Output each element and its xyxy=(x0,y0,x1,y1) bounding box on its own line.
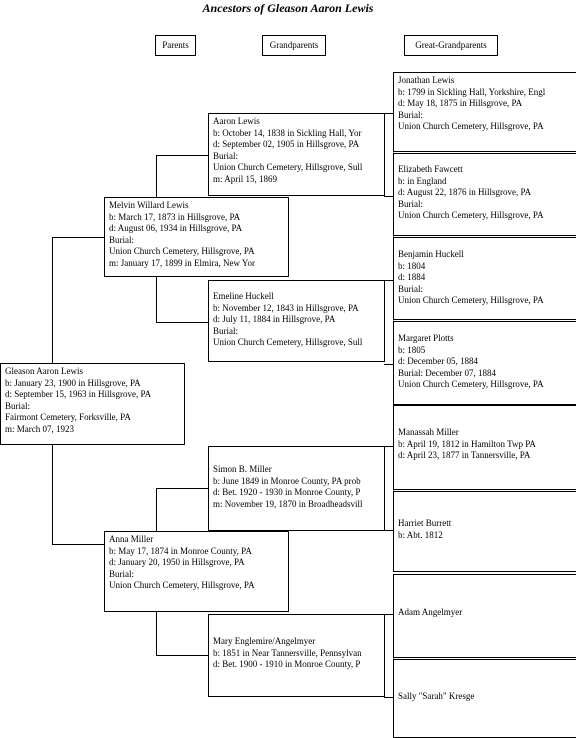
person-name: Margaret Plotts xyxy=(398,333,454,343)
connector xyxy=(384,196,393,197)
person-grandparent xyxy=(208,614,385,697)
connector xyxy=(384,280,393,281)
person-detail: Union Church Cemetery, Hillsgrove, PA xyxy=(109,246,255,256)
person-detail: b: June 1849 in Monroe County, PA prob xyxy=(213,475,361,486)
connector xyxy=(52,544,105,545)
connector xyxy=(156,322,208,323)
person-great-grandparent xyxy=(393,322,576,405)
connector xyxy=(156,276,157,322)
person-detail: Burial: xyxy=(109,568,134,579)
person-detail: Union Church Cemetery, Hillsgrove, PA xyxy=(398,379,544,389)
person-detail: Union Church Cemetery, Hillsgrove, Sull xyxy=(213,162,363,172)
connector xyxy=(384,614,393,615)
person-detail: b: October 14, 1838 in Sickling Hall, Yor xyxy=(213,127,362,138)
person-detail: b: April 19, 1812 in Hamilton Twp PA xyxy=(398,438,536,449)
person-detail: Burial: xyxy=(213,325,238,336)
person-detail: Burial: xyxy=(213,150,238,161)
person-detail: m: November 19, 1870 in Broadheadsvill xyxy=(213,498,363,509)
person-great-grandparent xyxy=(393,154,576,238)
person-grandparent xyxy=(208,446,385,531)
connector xyxy=(156,155,208,156)
person-detail: Burial: xyxy=(398,283,423,294)
person-great-grandparent xyxy=(393,657,576,738)
person-name: Sally "Sarah" Kresge xyxy=(398,691,475,701)
person-detail: Burial: xyxy=(109,234,134,245)
person-detail: d: September 15, 1963 in Hillsgrove, PA xyxy=(5,389,152,399)
person-detail: Union Church Cemetery, Hillsgrove, PA xyxy=(398,210,544,220)
person-detail: b: 1804 xyxy=(398,260,426,271)
person-name: Emeline Huckell xyxy=(213,291,274,301)
person-detail: b: March 17, 1873 in Hillsgrove, PA xyxy=(109,211,241,222)
person-name: Manassah Miller xyxy=(398,427,459,437)
person-detail: Fairmont Cemetery, Forksville, PA xyxy=(5,412,131,422)
person-detail: Union Church Cemetery, Hillsgrove, PA xyxy=(398,295,544,305)
person-detail: Burial: December 07, 1884 xyxy=(398,367,496,378)
person-grandparent xyxy=(208,113,385,196)
person-name: Jonathan Lewis xyxy=(398,75,455,85)
person-name: Aaron Lewis xyxy=(213,116,260,126)
person-detail: b: 1851 in Near Tannersville, Pennsylvan xyxy=(213,647,362,658)
connector xyxy=(52,444,53,544)
person-detail: d: 1884 xyxy=(398,272,426,282)
header-parents: Parents xyxy=(155,35,196,56)
person-name: Simon B. Miller xyxy=(213,464,272,474)
person-detail: b: January 23, 1900 in Hillsgrove, PA xyxy=(5,377,141,388)
person-detail: m: March 07, 1923 xyxy=(5,423,74,434)
person-detail: Burial: xyxy=(5,400,30,411)
connector xyxy=(384,113,393,114)
connector xyxy=(156,155,157,197)
person-detail: d: Bet. 1920 - 1930 in Monroe County, P xyxy=(213,487,361,497)
connector xyxy=(156,488,208,489)
person-father xyxy=(104,197,289,277)
person-great-grandparent xyxy=(393,238,576,322)
connector xyxy=(384,697,393,698)
person-detail: b: 1805 xyxy=(398,344,426,355)
connector xyxy=(52,237,105,238)
connector xyxy=(384,364,393,365)
header-great-grandparents: Great-Grandparents xyxy=(404,35,498,56)
person-great-grandparent xyxy=(393,489,576,572)
person-name: Mary Englemire/Angelmyer xyxy=(213,636,316,646)
connector xyxy=(156,612,157,655)
connector xyxy=(384,446,393,447)
person-detail: d: July 11, 1884 in Hillsgrove, PA xyxy=(213,314,336,324)
person-name: Harriet Burrett xyxy=(398,518,452,528)
person-grandparent xyxy=(208,280,385,362)
person-detail: d: December 05, 1884 xyxy=(398,356,478,366)
connector xyxy=(384,530,393,531)
person-detail: Burial: xyxy=(398,109,423,120)
person-detail: d: April 23, 1877 in Tannersville, PA xyxy=(398,450,531,460)
person-detail: b: November 12, 1843 in Hillsgrove, PA xyxy=(213,302,359,313)
person-root xyxy=(0,363,185,445)
person-detail: d: September 02, 1905 in Hillsgrove, PA xyxy=(213,139,360,149)
person-detail: d: August 06, 1934 in Hillsgrove, PA xyxy=(109,223,243,233)
person-great-grandparent xyxy=(393,574,576,657)
connector xyxy=(156,488,157,531)
connector xyxy=(156,655,208,656)
person-great-grandparent xyxy=(393,72,576,154)
person-detail: Union Church Cemetery, Hillsgrove, PA xyxy=(398,121,544,131)
person-detail: d: August 22, 1876 in Hillsgrove, PA xyxy=(398,187,532,197)
person-detail: b: May 17, 1874 in Monroe County, PA xyxy=(109,545,252,556)
person-detail: b: Abt. 1812 xyxy=(398,529,443,540)
person-name: Elizabeth Fawcett xyxy=(398,164,463,174)
person-detail: m: April 15, 1869 xyxy=(213,173,278,184)
person-detail: Union Church Cemetery, Hillsgrove, Sull xyxy=(213,337,363,347)
person-detail: b: in England xyxy=(398,175,447,186)
person-detail: b: 1799 in Sickling Hall, Yorkshire, Engl xyxy=(398,86,546,97)
person-name: Anna Miller xyxy=(109,534,154,544)
page-title: Ancestors of Gleason Aaron Lewis xyxy=(202,1,374,15)
person-name: Melvin Willard Lewis xyxy=(109,200,189,210)
person-name: Benjamin Huckell xyxy=(398,249,464,259)
person-name: Gleason Aaron Lewis xyxy=(5,366,83,376)
person-mother xyxy=(104,531,289,612)
person-detail: m: January 17, 1899 in Elmira, New Yor xyxy=(109,257,255,268)
person-detail: Burial: xyxy=(398,198,423,209)
person-detail: d: May 18, 1875 in Hillsgrove, PA xyxy=(398,98,523,108)
header-grandparents: Grandparents xyxy=(262,35,326,56)
person-name: Adam Angelmyer xyxy=(398,607,463,617)
connector xyxy=(52,237,53,363)
person-great-grandparent xyxy=(393,405,576,489)
person-detail: d: Bet. 1900 - 1910 in Monroe County, P xyxy=(213,659,361,669)
person-detail: Union Church Cemetery, Hillsgrove, PA xyxy=(109,580,255,590)
person-detail: d: January 20, 1950 in Hillsgrove, PA xyxy=(109,557,245,567)
